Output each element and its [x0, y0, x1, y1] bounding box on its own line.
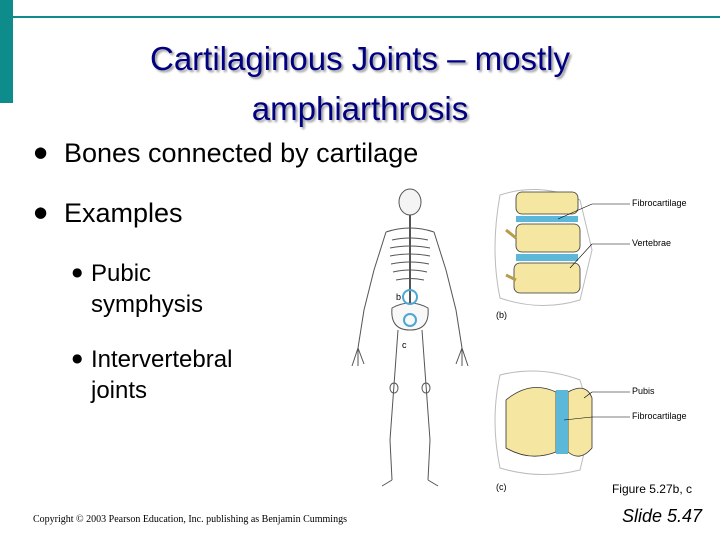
label-vertebrae: Vertebrae — [632, 238, 672, 248]
sub-bullet-1-line-2: symphysis — [91, 291, 204, 318]
skeleton-marker-c: c — [402, 340, 407, 350]
sub-bullet-dot-2: ● — [72, 351, 83, 365]
sub-bullet-1-line-1: Pubic — [91, 260, 152, 287]
title-line-1: Cartilaginous Joints – mostly — [149, 40, 570, 77]
sub-bullet-2-line-1: Intervertebral — [91, 346, 233, 373]
sub-bullet-pubic-symphysis — [91, 258, 203, 320]
label-fibrocartilage-b: Fibrocartilage — [632, 198, 687, 208]
anatomy-figure — [330, 180, 720, 500]
bullet-examples: Examples — [64, 198, 183, 228]
bullet-bones-connected: Bones connected by cartilage — [64, 138, 419, 168]
bullet-dot-2: ● — [34, 203, 48, 221]
title-line-2: amphiarthrosis — [251, 90, 469, 127]
panel-tag-b: (b) — [496, 310, 507, 320]
label-pubis: Pubis — [632, 386, 655, 396]
vertebrae-panel — [495, 190, 630, 306]
pubic-symphysis-panel — [495, 371, 630, 475]
slide-number: Slide 5.47 — [621, 506, 702, 526]
panel-tag-c: (c) — [496, 482, 507, 492]
label-fibrocartilage-c: Fibrocartilage — [632, 411, 687, 421]
bullet-dot-1: ● — [34, 143, 48, 161]
sub-bullet-dot-1: ● — [72, 265, 83, 279]
accent-bar — [0, 0, 13, 103]
sub-bullet-2-line-2: joints — [91, 377, 148, 404]
copyright-notice: Copyright © 2003 Pearson Education, Inc. publishing as Benjamin Cummings — [33, 514, 347, 525]
sub-bullet-intervertebral-joints — [91, 344, 232, 406]
top-rule — [13, 16, 720, 18]
anatomy-illustration — [330, 180, 720, 500]
skeleton-drawing — [352, 189, 468, 486]
skeleton-marker-b: b — [396, 292, 402, 302]
figure-caption: Figure 5.27b, c — [611, 482, 692, 496]
slide-title — [60, 34, 660, 134]
